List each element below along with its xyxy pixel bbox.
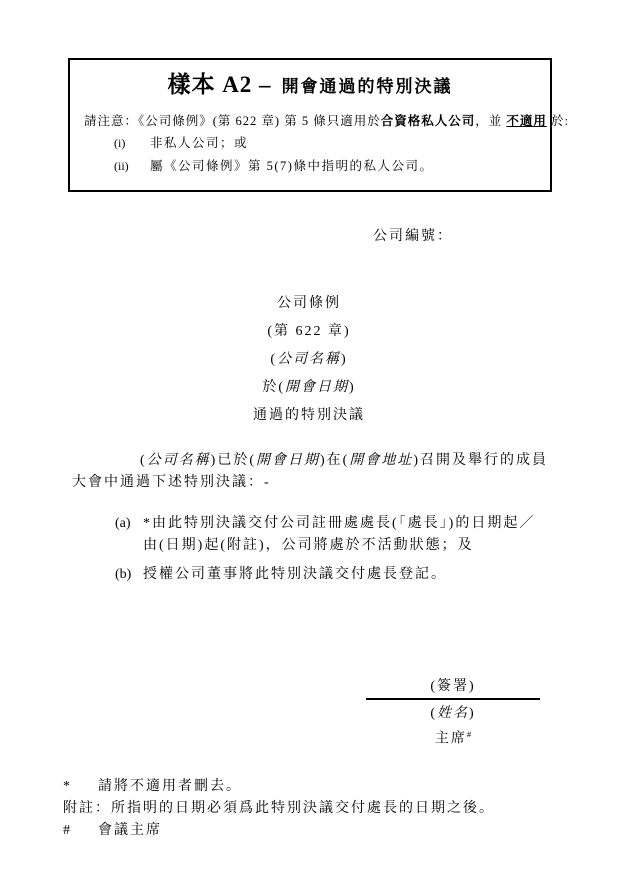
resolution-item-a [72,513,546,557]
footnote-hash-text: 會議主席 [98,822,162,838]
resolution-b-text: 授權公司董事將此特別決議交付處長登記。 [143,567,447,582]
resolution-b-marker: (b) [115,567,132,582]
heading-meeting-date: 於(開會日期) [262,380,356,395]
form-title-subject: 開會通過的特別決議 [281,77,453,96]
resolution-heading [72,290,546,430]
signature-block [366,676,540,750]
footnote-note [63,798,546,820]
footnote-hash-marker: # [63,822,70,838]
heading-resolution-type: 通過的特別決議 [253,408,365,423]
notice-item-ii-marker: (ii) [114,159,129,173]
notice-item-i [84,133,536,154]
form-title [84,69,536,104]
footnote-asterisk-marker: * [63,778,70,794]
resolution-item-b [72,564,546,586]
notice-text: 請注意：《公司條例》(第 622 章) 第 5 條只適用於合資格私人公司，並 不適用 於: [84,114,569,128]
notice-item-i-text: 非私人公司；或 [150,136,249,150]
resolution-a-marker: (a) [115,516,131,531]
footnote-asterisk [63,776,546,798]
footnote-hash [63,820,546,842]
recital-paragraph: (公司名稱)已於(開會日期)在(開會地址)召開及舉行的成員 大會中通過下述特別決議：- [72,453,548,490]
heading-chapter: (第 622 章) [267,324,351,339]
notice-item-ii [84,156,536,177]
resolution-a-text: *由此特別決議交付公司註冊處處長(「處長」)的日期起／ 由(日期)起(附註)，公司將處於不活動狀態；及 [143,516,536,553]
footnote-asterisk-text: 請將不適用者刪去。 [98,778,242,794]
heading-ordinance: 公司條例 [277,296,341,311]
notice-item-ii-text: 屬《公司條例》第 5(7)條中指明的私人公司。 [150,159,434,173]
company-number-label: 公司編號： [373,229,453,244]
notice-item-i-marker: (i) [114,136,126,150]
footnotes [63,776,546,842]
notice-box [68,58,569,192]
signature-name: (姓名) [430,706,476,721]
footnote-note-text: 附註：所指明的日期必須爲此特別決議交付處長的日期之後。 [63,800,495,816]
signature-line: (簽署) [366,676,540,700]
heading-company-name: (公司名稱) [270,352,348,367]
signature-chairman: 主席# [434,729,472,747]
form-title-sample-id: 樣本 A2 – [167,72,272,97]
